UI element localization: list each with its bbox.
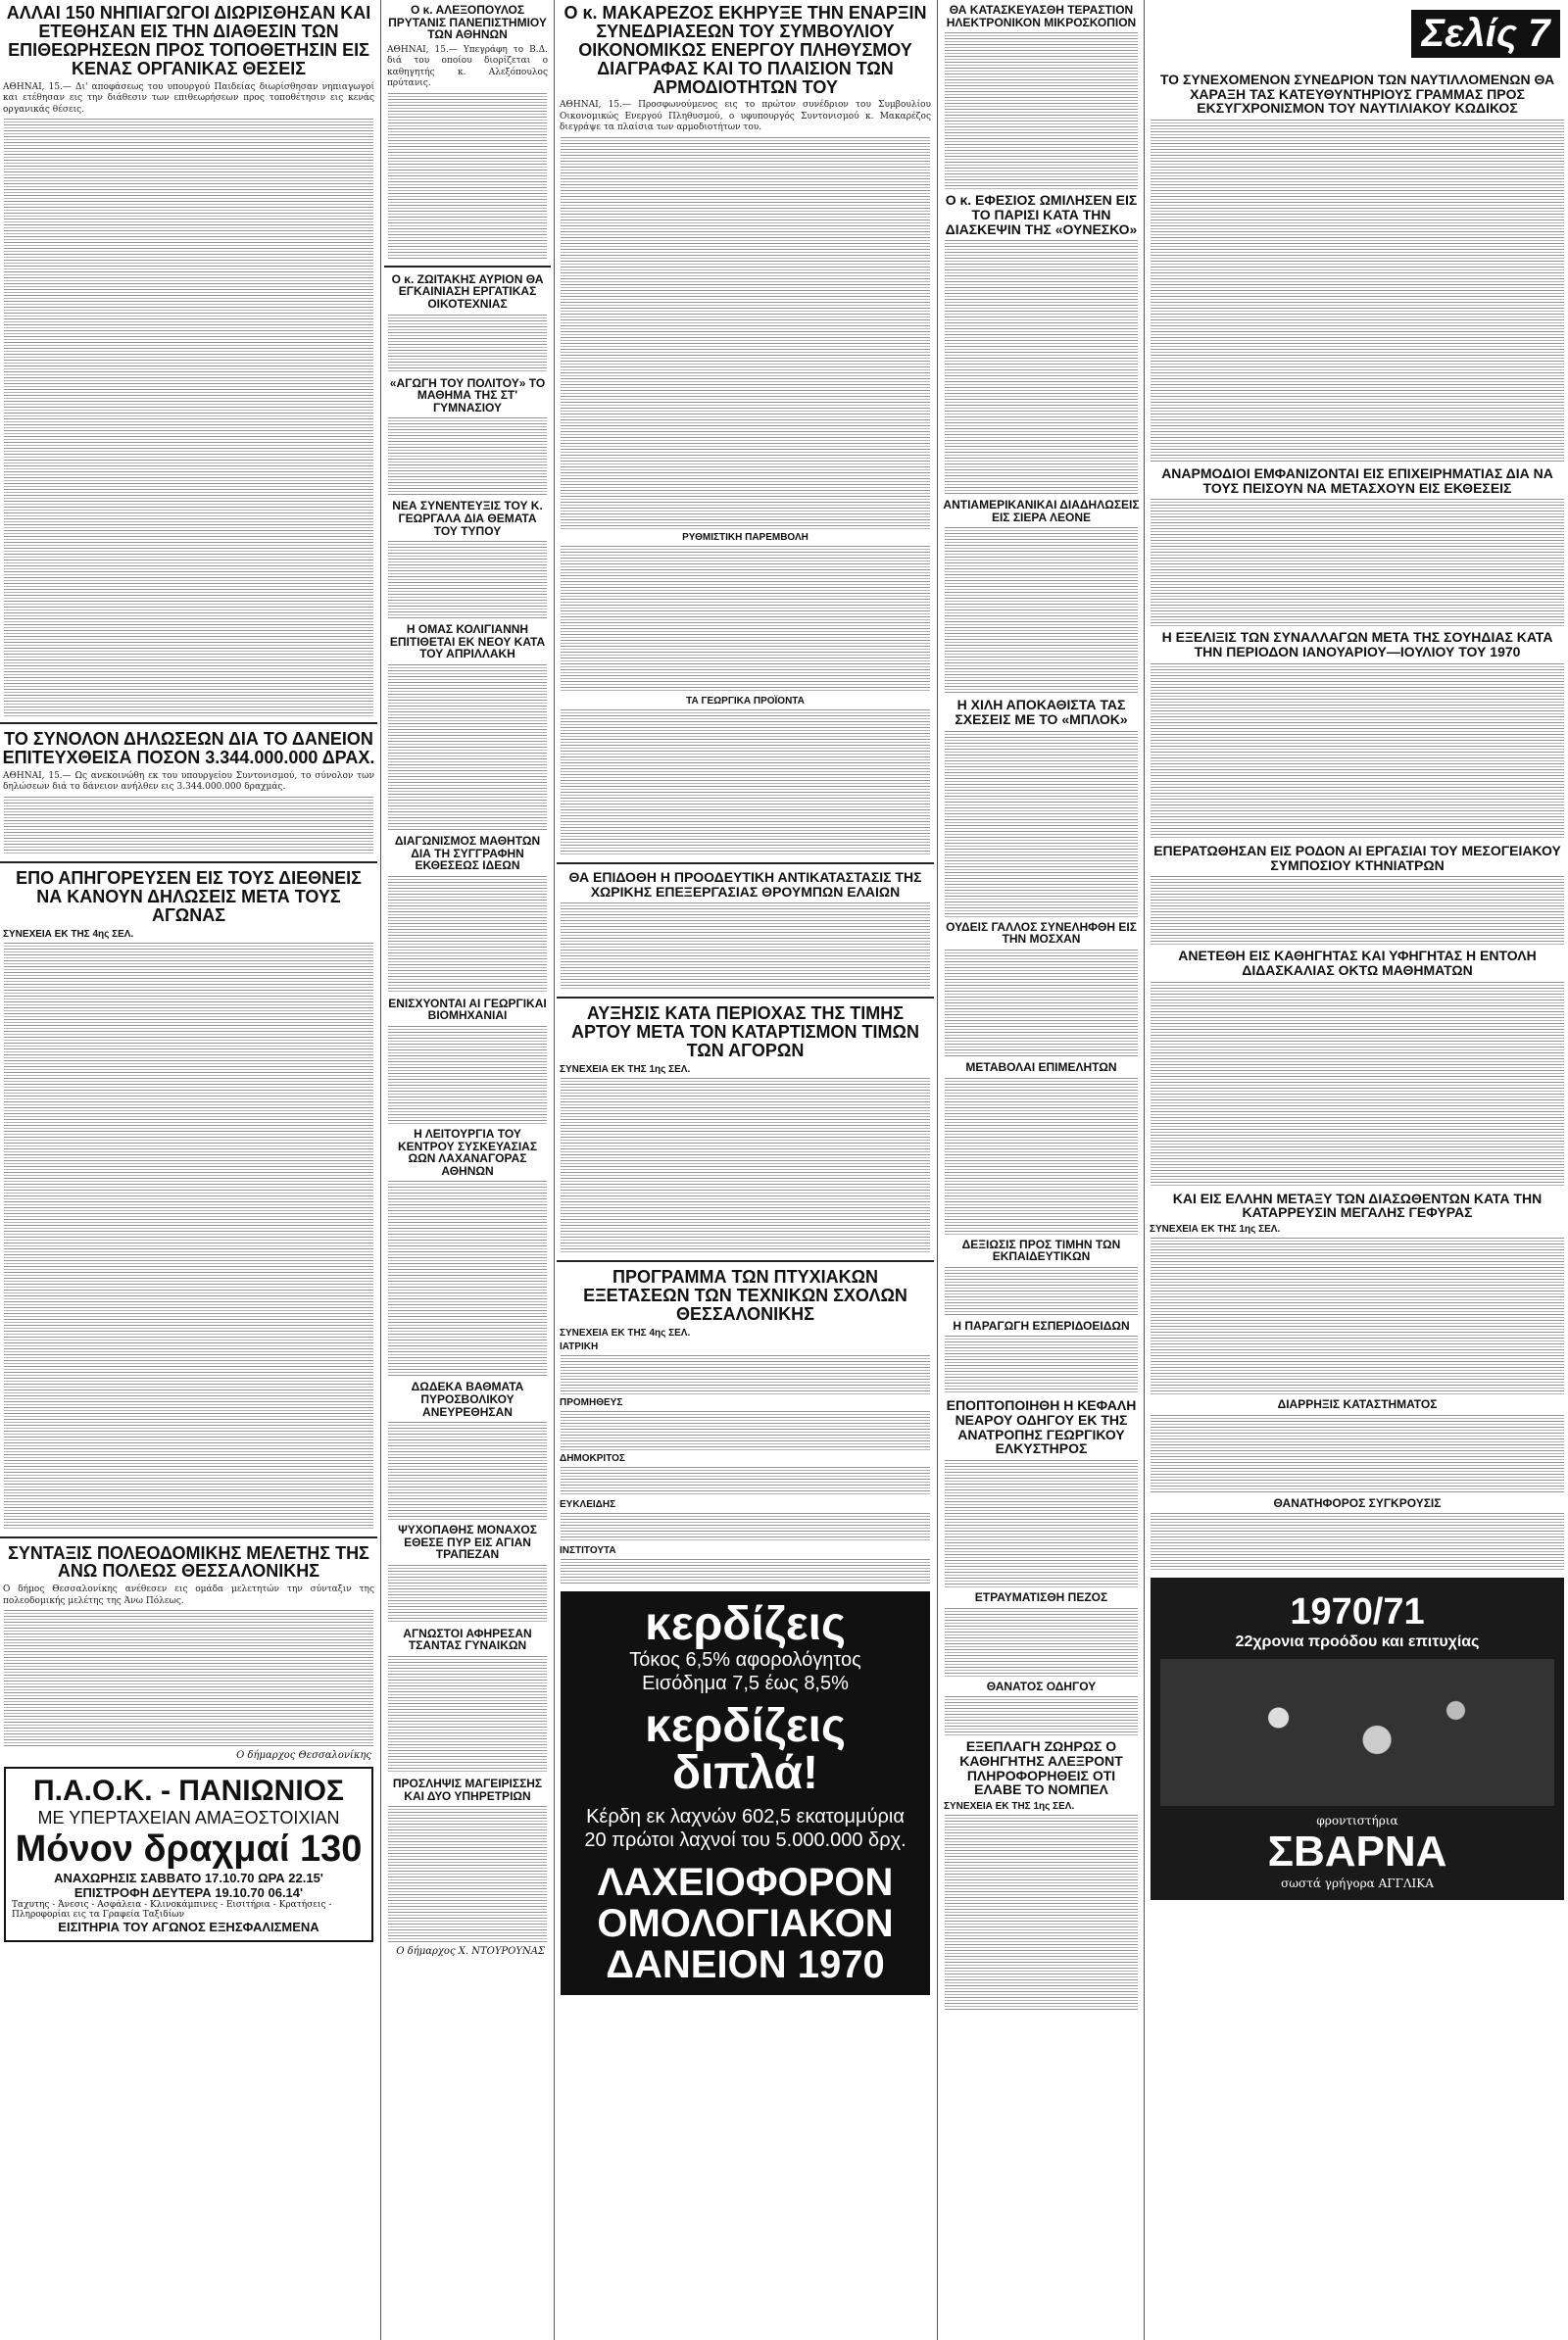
article-body-text — [945, 32, 1138, 189]
divider — [0, 722, 377, 724]
column-rule — [554, 0, 555, 2340]
article-body-text — [561, 1355, 930, 1394]
article-body-text — [4, 797, 373, 855]
headline: Η ΠΑΡΑΓΩΓΗ ΕΣΠΕΡΙΔΟΕΙΔΩΝ — [953, 1318, 1130, 1333]
article-body-text — [4, 943, 373, 1531]
column-rule — [937, 0, 938, 2340]
headline: ΑΓΝΩΣΤΟΙ ΑΦΗΡΕΣΑΝ ΤΣΑΝΤΑΣ ΓΥΝΑΙΚΩΝ — [403, 1626, 532, 1653]
headline-naftilia: ΤΟ ΣΥΝΕΧΟΜΕΝΟΝ ΣΥΝΕΔΡΙΟΝ ΤΩΝ ΝΑΥΤΙΛΛΟΜΕΝΩΝ ΘΑ ΧΑΡΑΞΗ ΤΑΣ ΚΑΤΕΥΘΥΝΤΗΡΙΟΥΣ ΓΡΑΜΜΑΣ ΠΡΟΣ ΕΚΣΥΓΧΡΟΝΙΣΜΟΝ ΤΟΥ ΝΑΥΤΙΛΙΑΚΟΥ ΚΩΔΙΚΟΣ — [1159, 72, 1555, 117]
column-1 — [0, 0, 377, 2340]
article-body-text — [388, 315, 547, 373]
article-body-text — [561, 1559, 930, 1584]
ad-tagline: σωστά γρήγορα ΑΓΓΛΙΚΑ — [1281, 1877, 1434, 1891]
headline-poleodomiki: ΣΥΝΤΑΞΙΣ ΠΟΛΕΟΔΟΜΙΚΗΣ ΜΕΛΕΤΗΣ ΤΗΣ ΑΝΩ ΠΟΛΕΩΣ ΘΕΣΣΑΛΟΝΙΚΗΣ — [8, 1542, 369, 1582]
headline-rodos: ΕΠΕΡΑΤΩΘΗΣΑΝ ΕΙΣ ΡΟΔΟΝ ΑΙ ΕΡΓΑΣΙΑΙ ΤΟΥ ΜΕΣΟΓΕΙΑΚΟΥ ΣΥΜΠΟΣΙΟΥ ΚΤΗΝΙΑΤΡΩΝ — [1153, 842, 1561, 873]
article-body-text — [1151, 982, 1564, 1188]
column-rule — [1144, 0, 1145, 2340]
continuation-note: ΣΥΝΕΧΕΙΑ ΕΚ ΤΗΣ 4ης ΣΕΛ. — [3, 928, 134, 940]
school-label: ΔΗΜΟΚΡΙΤΟΣ — [560, 1452, 625, 1464]
article-body-text — [561, 1078, 930, 1254]
headline-makarezos: Ο κ. ΜΑΚΑΡΕΖΟΣ ΕΚΗΡΥΞΕ ΤΗΝ ΕΝΑΡΞΙΝ ΣΥΝΕΔΡΙΑΣΕΩΝ ΤΟΥ ΣΥΜΒΟΥΛΙΟΥ ΟΙΚΟΝΟΜΙΚΩΣ ΕΝΕΡΓΟΥ ΠΛΗΘΥΣΜΟΥ ΔΙΑΓΡΑΦΑΣ ΚΑΙ ΤΟ ΠΛΑΙΣΙΟΝ ΤΩΝ ΑΡΜΟΔΙΟΤΗΤΩΝ ΤΟΥ — [564, 3, 927, 97]
article-lead: ΑΘΗΝΑΙ, 15.— Υπεγράφη το Β.Δ. διά του οποίου διορίζεται ο καθηγητής κ. Αλεξόπουλος πρύτανις. — [387, 44, 548, 89]
article-body-text — [1151, 1238, 1564, 1394]
subheading: ΤΑ ΓΕΩΡΓΙΚΑ ΠΡΟΪΟΝΤΑ — [686, 696, 805, 707]
headline: ΘΑ ΚΑΤΑΣΚΕΥΑΣΘΗ ΤΕΡΑΣΤΙΟΝ ΗΛΕΚΤΡΟΝΙΚΟΝ ΜΙΚΡΟΣΚΟΠΙΟΝ — [946, 3, 1137, 29]
article-body-text — [1151, 1513, 1564, 1572]
article-body-text — [945, 731, 1138, 917]
headline: ΠΡΟΣΛΗΨΙΣ ΜΑΓΕΙΡΙΣΣΗΣ ΚΑΙ ΔΥΟ ΥΠΗΡΕΤΡΙΩΝ — [392, 1777, 543, 1803]
article-body-text — [388, 1026, 547, 1124]
headline-souidia: Η ΕΞΕΛΙΞΙΣ ΤΩΝ ΣΥΝΑΛΛΑΓΩΝ ΜΕΤΑ ΤΗΣ ΣΟΥΗΔΙΑΣ ΚΑΤΑ ΤΗΝ ΠΕΡΙΟΔΟΝ ΙΑΝΟΥΑΡΙΟΥ—ΙΟΥΛΙΟΥ ΤΟΥ 1970 — [1161, 629, 1553, 660]
column-3 — [557, 0, 934, 2340]
article-body-text — [388, 664, 547, 831]
ad-return: ΕΠΙΣΤΡΟΦΗ ΔΕΥΤΕΡΑ 19.10.70 06.14' — [74, 1885, 304, 1901]
article-lead: ΑΘΗΝΑΙ, 15.— Ως ανεκοινώθη εκ του υπουργείου Συντονισμού, το σύνολον των δηλώσεων διά το δάνειον ανήλθεν εις 3.344.000.000 δραχμάς. — [3, 770, 374, 793]
ad-price: Μόνον δραχμαί 130 — [15, 1828, 363, 1871]
article-body-text — [945, 1460, 1138, 1587]
headline: ΑΝΤΙΑΜΕΡΙΚΑΝΙΚΑΙ ΔΙΑΔΗΛΩΣΕΙΣ ΕΙΣ ΣΙΕΡΑ ΛΕΟΝΕ — [943, 498, 1140, 524]
article-body-text — [388, 93, 547, 260]
headline-artos: ΑΥΞΗΣΙΣ ΚΑΤΑ ΠΕΡΙΟΧΑΣ ΤΗΣ ΤΙΜΗΣ ΑΡΤΟΥ ΜΕΤΑ ΤΟΝ ΚΑΤΑΡΤΙΣΜΟΝ ΤΙΜΩΝ ΤΩΝ ΑΓΟΡΩΝ — [571, 1003, 919, 1061]
signature: Ο δήμαρχος Θεσσαλονίκης — [236, 1750, 371, 1762]
article-body-text — [945, 1696, 1138, 1735]
article-body-text — [388, 1656, 547, 1774]
headline: ΝΕΑ ΣΥΝΕΝΤΕΥΞΙΣ ΤΟΥ Κ. ΓΕΩΡΓΑΛΑ ΔΙΑ ΘΕΜΑΤΑ ΤΟΥ ΤΥΠΟΥ — [392, 499, 543, 538]
headline: ΜΕΤΑΒΟΛΑΙ ΕΠΙΜΕΛΗΤΩΝ — [965, 1060, 1117, 1074]
article-body-text — [1151, 876, 1564, 945]
headline: Ο κ. ΑΛΕΞΟΠΟΥΛΟΣ ΠΡΥΤΑΝΙΣ ΠΑΝΕΠΙΣΤΗΜΙΟΥ ΤΩΝ ΑΘΗΝΩΝ — [388, 3, 547, 42]
article-body-text — [388, 1181, 547, 1377]
ad-frontistiria — [1151, 1578, 1564, 1900]
headline: ΔΕΞΙΩΣΙΣ ΠΡΟΣ ΤΙΜΗΝ ΤΩΝ ΕΚΠΑΙΔΕΥΤΙΚΩΝ — [961, 1237, 1121, 1264]
article-body-text — [945, 1336, 1138, 1394]
headline: ΟΥΔΕΙΣ ΓΑΛΛΟΣ ΣΥΝΕΛΗΦΘΗ ΕΙΣ ΤΗΝ ΜΟΣΧΑΝ — [946, 919, 1137, 947]
article-body-text — [388, 876, 547, 994]
article-body-text — [388, 1806, 547, 1943]
headline: ΘΑΝΑΤΟΣ ΟΔΗΓΟΥ — [986, 1679, 1097, 1693]
divider — [384, 266, 551, 268]
ad-label: φροντιστήρια — [1316, 1814, 1398, 1828]
article-body-text — [561, 1411, 930, 1450]
ad-title: ΛΑΧΕΙΟΦΟΡΟΝ ΟΜΟΛΟΓΙΑΚΟΝ ΔΑΝΕΙΟΝ 1970 — [597, 1860, 894, 1986]
ad-lottery-bond — [561, 1591, 930, 1995]
article-lead: ΑΘΗΝΑΙ, 15.— Δι' αποφάσεως του υπουργού Παιδείας διωρίσθησαν νηπιαγωγοί και ετέθησαν εις την διάθεσιν των επιθεωρήσεων προς τοποθέτησιν εις κενάς οργανικάς θέσεις. — [3, 81, 374, 115]
headline: ΔΩΔΕΚΑ ΒΑΘΜΑΤΑ ΠΥΡΟΣΒΟΛΙΚΟΥ ΑΝΕΥΡΕΘΗΣΑΝ — [411, 1380, 524, 1419]
headline: «ΑΓΩΓΗ ΤΟΥ ΠΟΛΙΤΟΥ» ΤΟ ΜΑΘΗΜΑ ΤΗΣ ΣΤ' ΓΥΜΝΑΣΙΟΥ — [389, 375, 546, 414]
article-body-text — [1151, 499, 1564, 626]
ad-title: Π.Α.Ο.Κ. - ΠΑΝΙΩΝΙΟΣ — [32, 1775, 345, 1808]
divider — [557, 997, 934, 999]
continuation-note: ΣΥΝΕΧΕΙΑ ΕΚ ΤΗΣ 1ης ΣΕΛ. — [560, 1064, 691, 1076]
headline: ΔΙΑΡΡΗΞΙΣ ΚΑΤΑΣΤΗΜΑΤΟΣ — [1277, 1396, 1438, 1411]
ad-line: Κέρδη εκ λαχνών 602,5 εκατομμύρια — [586, 1805, 905, 1828]
article-body-text — [4, 1610, 373, 1747]
article-body-text — [945, 1608, 1138, 1677]
headline-kathigites: ΑΝΕΤΕΘΗ ΕΙΣ ΚΑΘΗΓΗΤΑΣ ΚΑΙ ΥΦΗΓΗΤΑΣ Η ΕΝΤΟΛΗ ΔΙΔΑΣΚΑΛΙΑΣ ΟΚΤΩ ΜΑΘΗΜΑΤΩΝ — [1178, 948, 1537, 978]
ad-tickets: ΕΙΣΙΤΗΡΙΑ ΤΟΥ ΑΓΩΝΟΣ ΕΞΗΣΦΑΛΙΣΜΕΝΑ — [58, 1920, 319, 1935]
headline: ΕΤΡΑΥΜΑΤΙΣΘΗ ΠΕΖΟΣ — [974, 1590, 1108, 1605]
headline-ektheseis: ΑΝΑΡΜΟΔΙΟΙ ΕΜΦΑΝΙΖΟΝΤΑΙ ΕΙΣ ΕΠΙΧΕΙΡΗΜΑΤΙΑΣ ΔΙΑ ΝΑ ΤΟΥΣ ΠΕΙΣΟΥΝ ΝΑ ΜΕΤΑΣΧΟΥΝ ΕΙΣ ΕΚΘΕΣΕΙΣ — [1161, 465, 1553, 496]
article-body-text — [561, 1513, 930, 1542]
divider — [557, 1260, 934, 1262]
headline: Η ΧΙΛΗ ΑΠΟΚΑΘΙΣΤΑ ΤΑΣ ΣΧΕΣΕΙΣ ΜΕ ΤΟ «ΜΠΛΟΚ» — [955, 697, 1128, 728]
headline-gefyra: ΚΑΙ ΕΙΣ ΕΛΛΗΝ ΜΕΤΑΞΥ ΤΩΝ ΔΙΑΣΩΘΕΝΤΩΝ ΚΑΤΑ ΤΗΝ ΚΑΤΑΡΡΕΥΣΙΝ ΜΕΓΑΛΗΣ ΓΕΦΥΡΑΣ — [1172, 1190, 1543, 1221]
article-lead: ΑΘΗΝΑΙ, 15.— Προσφωνούμενος εις το πρώτον συνέδριον του Συμβουλίου Οικονομικώς Ενεργού Πληθυσμού, ο υφυπουργός Συντονισμού κ. Μακαρέζος διεγράψε τα πλαίσια των αρμοδιοτήτων του. — [560, 100, 931, 133]
headline: ΔΙΑΓΩΝΙΣΜΟΣ ΜΑΘΗΤΩΝ ΔΙΑ ΤΗ ΣΥΓΓΡΑΦΗΝ ΕΚΘΕΣΕΩΣ ΙΔΕΩΝ — [394, 833, 541, 873]
ad-brand: ΣΒΑΡΝΑ — [1267, 1828, 1447, 1877]
article-body-text — [561, 546, 930, 693]
ad-line: Εισόδημα 7,5 έως 8,5% — [642, 1672, 849, 1694]
article-body-text — [561, 902, 930, 991]
article-body-text — [945, 1815, 1138, 2011]
column-rule — [380, 0, 381, 2340]
school-label: ΕΥΚΛΕΙΔΗΣ — [560, 1498, 616, 1510]
continuation-note: ΣΥΝΕΧΕΙΑ ΕΚ ΤΗΣ 1ης ΣΕΛ. — [944, 1801, 1075, 1813]
headline-nipiagogoi: ΑΛΛΑΙ 150 ΝΗΠΙΑΓΩΓΟΙ ΔΙΩΡΙΣΘΗΣΑΝ ΚΑΙ ΕΤΕΘΗΣΑΝ ΕΙΣ ΤΗΝ ΔΙΑΘΕΣΙΝ ΤΩΝ ΕΠΙΘΕΩΡΗΣΕΩΝ ΠΡΟΣ ΤΟΠΟΘΕΤΗΣΙΝ ΕΙΣ ΚΕΝΑΣ ΟΡΓΑΝΙΚΑΣ ΘΕΣΕΙΣ — [6, 3, 371, 78]
article-body-text — [945, 1267, 1138, 1316]
article-body-text — [945, 1078, 1138, 1235]
ad-photo — [1160, 1659, 1554, 1806]
ad-departure: ΑΝΑΧΩΡΗΣΙΣ ΣΑΒΒΑΤΟ 17.10.70 ΩΡΑ 22.15' — [54, 1871, 323, 1886]
article-body-text — [388, 541, 547, 619]
subheading: ΡΥΘΜΙΣΤΙΚΗ ΠΑΡΕΜΒΟΛΗ — [682, 532, 808, 543]
divider — [0, 861, 377, 863]
column-4 — [941, 0, 1142, 2340]
headline: ΘΑΝΑΤΗΦΟΡΟΣ ΣΥΓΚΡΟΥΣΙΣ — [1273, 1495, 1442, 1510]
article-body-text — [1151, 663, 1564, 840]
article-body-text — [4, 119, 373, 716]
school-label: ΠΡΟΜΗΘΕΥΣ — [560, 1396, 623, 1408]
school-label: ΙΝΣΤΙΤΟΥΤΑ — [560, 1544, 616, 1556]
article-body-text — [561, 709, 930, 856]
article-body-text — [945, 950, 1138, 1057]
headline: Ο κ. ΖΩΙΤΑΚΗΣ ΑΥΡΙΟΝ ΘΑ ΕΓΚΑΙΝΙΑΣΗ ΕΡΓΑΤΙΚΑΣ ΟΙΚΟΤΕΧΝΙΑΣ — [391, 271, 544, 312]
article-body-text — [945, 240, 1138, 495]
signature: Ο δήμαρχος Χ. ΝΤΟΥΡΟΥΝΑΣ — [396, 1946, 545, 1958]
headline-epo: ΕΠΟ ΑΠΗΓΟΡΕΥΣΕΝ ΕΙΣ ΤΟΥΣ ΔΙΕΘΝΕΙΣ ΝΑ ΚΑΝΟΥΝ ΔΗΛΩΣΕΙΣ ΜΕΤΑ ΤΟΥΣ ΑΓΩΝΑΣ — [16, 867, 362, 925]
headline-elaion: ΘΑ ΕΠΙΔΟΘΗ Η ΠΡΟΟΔΕΥΤΙΚΗ ΑΝΤΙΚΑΤΑΣΤΑΣΙΣ ΤΗΣ ΧΩΡΙΚΗΣ ΕΠΕΞΕΡΓΑΣΙΑΣ ΘΡΟΥΜΠΩΝ ΕΛΑΙΩΝ — [568, 869, 922, 900]
ad-heading: κερδίζεις — [645, 1597, 846, 1650]
article-lead: Ο δήμος Θεσσαλονίκης ανέθεσεν εις ομάδα μελετητών την σύνταξιν της πολεοδομικής μελέτης της Άνω Πόλεως. — [3, 1584, 374, 1606]
continuation-note: ΣΥΝΕΧΕΙΑ ΕΚ ΤΗΣ 4ης ΣΕΛ. — [560, 1327, 691, 1339]
article-body-text — [388, 1422, 547, 1520]
headline: ΕΞΕΠΛΑΓΗ ΖΩΗΡΩΣ Ο ΚΑΘΗΓΗΤΗΣ ΑΛΕΞΡΟΝΤ ΠΛΗΡΟΦΟΡΗΘΕΙΣ ΟΤΙ ΕΛΑΒΕ ΤΟ ΝΟΜΠΕΛ — [959, 1738, 1123, 1798]
ad-years: 1970/71 — [1290, 1591, 1425, 1633]
headline: Η ΟΜΑΣ ΚΟΛΙΓΙΑΝΝΗ ΕΠΙΤΙΘΕΤΑΙ ΕΚ ΝΕΟΥ ΚΑΤΑ ΤΟΥ ΑΠΡΙΛΛΑΚΗ — [389, 622, 546, 661]
headline: ΨΥΧΟΠΑΘΗΣ ΜΟΝΑΧΟΣ ΕΘΕΣΕ ΠΥΡ ΕΙΣ ΑΓΙΑΝ ΤΡΑΠΕΖΑΝ — [398, 1523, 537, 1562]
column-2 — [384, 0, 551, 2340]
headline-daneion: ΤΟ ΣΥΝΟΛΟΝ ΔΗΛΩΣΕΩΝ ΔΙΑ ΤΟ ΔΑΝΕΙΟΝ ΕΠΙΤΕΥΧΘΕΙΣΑ ΠΟΣΟΝ 3.344.000.000 ΔΡΑΧ. — [2, 729, 375, 767]
article-body-text — [1151, 120, 1564, 463]
headline: Η ΛΕΙΤΟΥΡΓΙΑ ΤΟΥ ΚΕΝΤΡΟΥ ΣΥΣΚΕΥΑΣΙΑΣ ΩΩΝ ΛΑΧΑΝΑΓΟΡΑΣ ΑΘΗΝΩΝ — [397, 1126, 538, 1178]
article-body-text — [561, 137, 930, 529]
article-body-text — [388, 417, 547, 496]
ad-info: Ταχυτης - Άνεσις - Ασφάλεια - Κλινοκάμπινες - Εισιτήρια - Κρατήσεις - Πληροφορίαι εις τα Γραφεία Ταξιδίων — [12, 1900, 332, 1921]
divider — [557, 862, 934, 864]
page-number-label: Σελίς 7 — [1411, 10, 1560, 58]
column-5 — [1147, 0, 1568, 2340]
headline: ΕΝΙΣΧΥΟΝΤΑΙ ΑΙ ΓΕΩΡΓΙΚΑΙ ΒΙΟΜΗΧΑΝΙΑΙ — [388, 996, 547, 1023]
continuation-note: ΣΥΝΕΧΕΙΑ ΕΚ ΤΗΣ 1ης ΣΕΛ. — [1150, 1223, 1281, 1235]
ad-badge: 22χρονια προόδου και επιτυχίας — [1235, 1633, 1480, 1651]
article-body-text — [945, 527, 1138, 694]
ad-line: 20 πρώτοι λαχνοί του 5.000.000 δρχ. — [584, 1828, 906, 1851]
ad-paok-panionios — [4, 1767, 373, 1942]
headline: ΕΠΟΠΤΟΠΟΙΗΘΗ Η ΚΕΦΑΛΗ ΝΕΑΡΟΥ ΟΔΗΓΟΥ ΕΚ ΤΗΣ ΑΝΑΤΡΟΠΗΣ ΓΕΩΡΓΙΚΟΥ ΕΛΚΥΣΤΗΡΟΣ — [946, 1397, 1137, 1457]
divider — [0, 1536, 377, 1538]
ad-heading: κερδίζεις διπλά! — [645, 1699, 846, 1799]
ad-line: ΜΕ ΥΠΕΡΤΑΧΕΙΑΝ ΑΜΑΞΟΣΤΟΙΧΙΑΝ — [37, 1808, 340, 1828]
article-body-text — [1151, 1415, 1564, 1493]
headline: Ο κ. ΕΦΕΣΙΟΣ ΩΜΙΛΗΣΕΝ ΕΙΣ ΤΟ ΠΑΡΙΣΙ ΚΑΤΑ ΤΗΝ ΔΙΑΣΚΕΨΙΝ ΤΗΣ «ΟΥΝΕΣΚΟ» — [945, 192, 1138, 237]
article-body-text — [388, 1565, 547, 1624]
article-body-text — [561, 1467, 930, 1496]
ad-line: Τόκος 6,5% αφορολόγητος — [629, 1648, 861, 1671]
headline-ptyxiakes: ΠΡΟΓΡΑΜΜΑ ΤΩΝ ΠΤΥΧΙΑΚΩΝ ΕΞΕΤΑΣΕΩΝ ΤΩΝ ΤΕΧΝΙΚΩΝ ΣΧΟΛΩΝ ΘΕΣΣΑΛΟΝΙΚΗΣ — [583, 1267, 907, 1324]
school-label: ΙΑΤΡΙΚΗ — [560, 1341, 599, 1352]
